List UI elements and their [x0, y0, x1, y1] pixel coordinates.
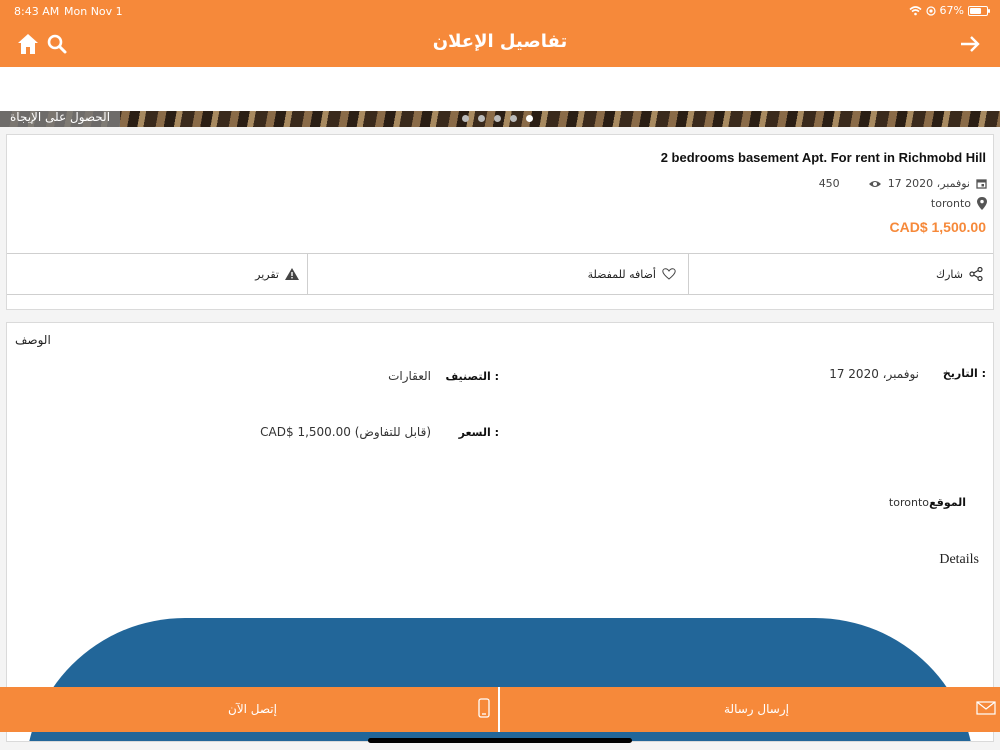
status-time: 8:43 AM: [14, 5, 60, 18]
favorite-label: أضافه للمفضلة: [587, 267, 656, 281]
page-title: تفاصيل الإعلان: [432, 31, 568, 52]
location-label: الموقع: [929, 496, 966, 509]
image-gallery-top: [0, 67, 1000, 111]
details-text: Details: [939, 552, 979, 567]
ad-date: 17 نوفمبر، 2020: [887, 177, 970, 190]
description-card: [6, 322, 994, 742]
send-message-button[interactable]: [500, 687, 1000, 732]
ad-price: CAD$ 1,500.00: [889, 219, 986, 235]
carousel-dot[interactable]: [510, 115, 517, 122]
ad-meta: [819, 177, 987, 190]
add-favorite-button[interactable]: [307, 254, 688, 294]
status-bar: [0, 0, 1000, 22]
price-value: CAD$ 1,500.00 (قابل للتفاوض): [260, 425, 431, 439]
status-date: Mon Nov 1: [64, 5, 123, 18]
report-label: تقرير: [255, 267, 279, 281]
app-header: [0, 0, 1000, 67]
carousel-dot[interactable]: [462, 115, 469, 122]
ad-title: 2 bedrooms basement Apt. For rent in Richmobd Hill: [660, 150, 986, 165]
wifi-icon: [909, 6, 922, 16]
image-carousel[interactable]: [0, 111, 1000, 127]
image-caption: الحصول على الإيجاة: [0, 111, 120, 127]
call-now-button[interactable]: [0, 687, 500, 732]
carousel-dot[interactable]: [478, 115, 485, 122]
bottom-action-bar: [0, 687, 1000, 732]
ad-location: [931, 197, 987, 210]
eye-icon: [868, 179, 882, 189]
ad-actions: [7, 253, 993, 295]
location-value: toronto: [888, 496, 929, 509]
share-icon: [969, 267, 983, 281]
carousel-dot-active[interactable]: [526, 115, 533, 122]
home-indicator: [368, 738, 632, 743]
date-value: 17 نوفمبر، 2020: [829, 367, 919, 381]
category-value: العقارات: [388, 369, 431, 383]
description-title: الوصف: [15, 333, 51, 347]
mobile-phone-icon: [478, 698, 490, 718]
arrow-right-icon[interactable]: [958, 32, 982, 56]
share-button[interactable]: [688, 254, 993, 294]
envelope-icon: [976, 701, 996, 715]
calendar-icon: [976, 178, 987, 189]
report-button[interactable]: [7, 254, 307, 294]
location-services-icon: [926, 6, 936, 16]
ad-location-text: toronto: [930, 197, 971, 210]
carousel-dots: [462, 115, 533, 122]
heart-icon: [662, 268, 676, 280]
location-pin-icon: [977, 197, 987, 210]
call-now-label: إتصل الآن: [228, 702, 277, 716]
price-label: السعر :: [458, 426, 499, 439]
carousel-dot[interactable]: [494, 115, 501, 122]
date-label: التاريخ :: [942, 367, 986, 380]
view-count: 450: [818, 177, 840, 190]
warning-icon: [285, 268, 299, 280]
share-label: شارك: [936, 267, 963, 281]
send-message-label: إرسال رسالة: [724, 702, 789, 716]
battery-icon: [968, 6, 988, 16]
ad-summary-card: [6, 134, 994, 310]
status-right: [909, 4, 988, 17]
category-label: التصنيف :: [445, 370, 499, 383]
battery-percent: 67%: [939, 4, 964, 17]
